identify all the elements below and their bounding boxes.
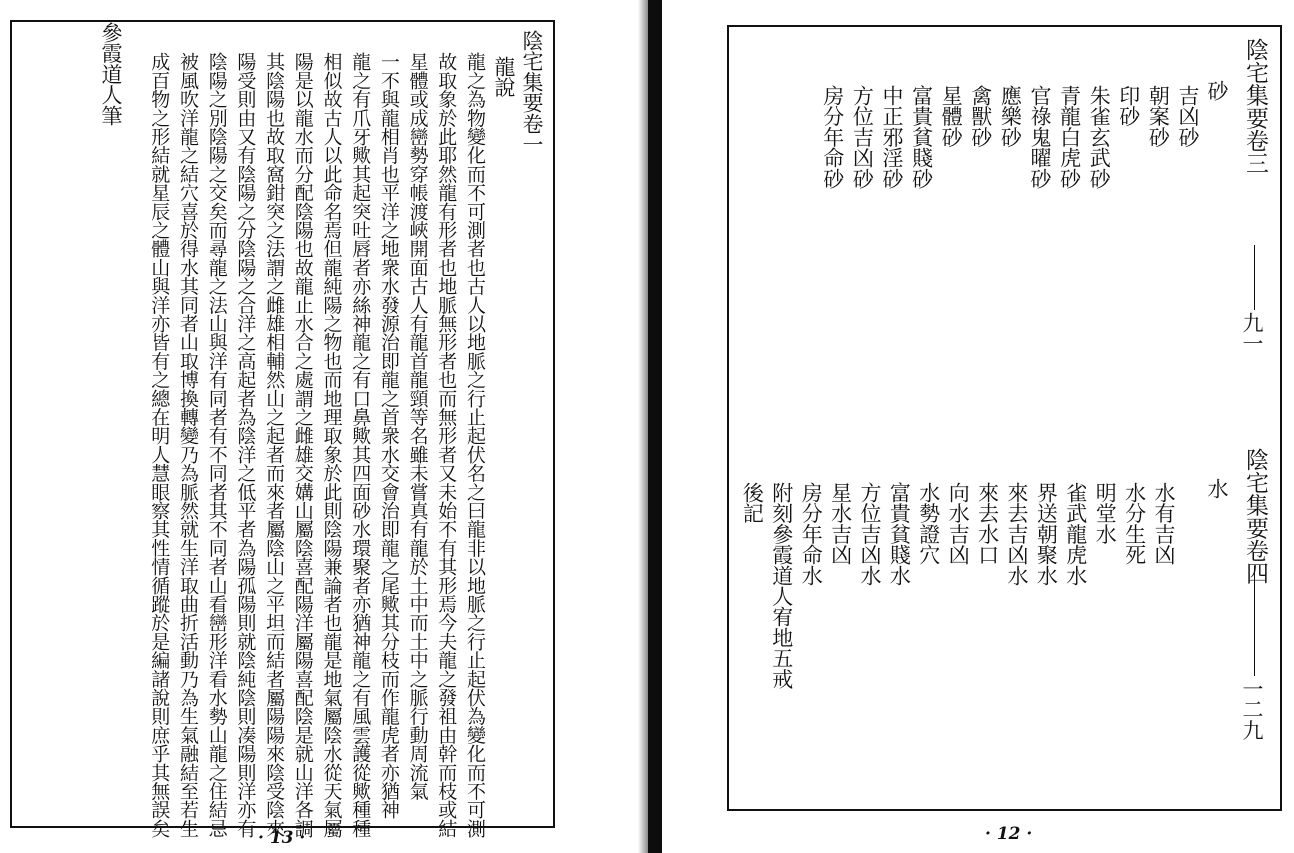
page-title: 陰宅集要卷一: [520, 30, 544, 155]
text-column: 陽受則由又有陰陽之分陰陽之合洋之高起者為陰洋之低平者為陽孤陽則就陰純陰則凑陽則洋亦有: [234, 52, 257, 838]
toc-item: 應樂砂: [998, 85, 1023, 148]
book-gutter-shadow: [638, 0, 648, 853]
toc-item: 界送朝聚水: [1034, 482, 1059, 586]
toc-item: 水有吉凶: [1152, 482, 1176, 565]
text-column: 被風吹洋龍之結穴喜於得水其同者山取博換轉變乃為脈然就生洋取曲折活動乃為生氣融結至若生: [177, 52, 199, 838]
book-spine: [648, 0, 662, 853]
section-title: 龍說: [492, 56, 516, 98]
toc-item: 青龍白虎砂: [1057, 85, 1082, 189]
toc-item: 後記: [740, 482, 765, 524]
text-column: 一不與龍相肖也平洋之地衆水發源治即龍之首衆水交會治即龍之尾歟其分枝而作龍虎者亦猶神: [377, 52, 400, 819]
toc-item: 富貴貧賤砂: [909, 85, 934, 189]
toc-item: 吉凶砂: [1176, 85, 1200, 148]
right-page-number: · 12 ·: [985, 824, 1033, 844]
toc-item: 雀武龍虎水: [1063, 482, 1088, 586]
toc-item: 朝案砂: [1146, 85, 1171, 148]
header-rule: [1254, 245, 1255, 310]
text-column: 陽是以龍水而分配陰陽也故龍止水合之處謂之雌雄交媾山屬陰喜配陽洋屬陽喜配陰是就山洋各調: [291, 52, 314, 838]
toc-header-volume3: 陰宅集要卷三: [1242, 38, 1268, 175]
toc-item: 水勢證穴: [916, 482, 941, 565]
toc-item: 來去水口: [975, 482, 1000, 565]
text-column: 故取象於此耶然龍有形者也地脈無形者也而無形者又未始不有其形焉今夫龍之發祖由幹而枝或結: [435, 52, 458, 838]
toc-header-volume4: 陰宅集要卷四: [1242, 448, 1268, 585]
left-page-number: · 13 ·: [258, 828, 306, 848]
toc-page-marker-volume3: 九一: [1240, 312, 1264, 354]
toc-item: 朱雀玄武砂: [1087, 85, 1112, 189]
toc-item: 官祿鬼曜砂: [1028, 85, 1052, 189]
header-rule: [1254, 566, 1255, 676]
text-column: 龍之為物變化而不可測者也古人以地脈之行止起伏名之曰龍非以地脈之行止起伏為變化而不可測: [464, 52, 486, 838]
toc-page-marker-volume4: 一二九: [1240, 678, 1264, 741]
toc-item: 附刻參霞道人宥地五戒: [769, 482, 794, 690]
text-column: 成百物之形結就星辰之體山與洋亦皆有之總在明人慧眼察其性情循蹤於是編諸說則庶乎其無誤矣: [148, 52, 171, 838]
toc-item: 方位吉凶砂: [850, 85, 875, 189]
toc-item: 星體砂: [939, 85, 964, 148]
toc-item: 富貴貧賤水: [887, 482, 912, 586]
toc-item: 中正邪淫砂: [880, 85, 904, 189]
toc-item: 房分年命砂: [820, 85, 845, 189]
toc-item: 禽獸砂: [968, 85, 993, 148]
toc-item: 來去吉凶水: [1005, 482, 1029, 586]
toc-category-water: 水: [1205, 478, 1229, 499]
text-column: 陰陽之別陰陽之交矣而尋龍之法山與洋有同者有不同者其不同者山看巒形洋看水勢山龍之住結忌: [205, 52, 228, 838]
text-column: 相似故古人以此命名焉但龍純陽之物也而地理取象於此則陰陽兼論者也龍是地氣屬陰水從天氣屬: [320, 52, 343, 838]
text-column: 龍之有爪牙歟其起突吐唇者亦絲神龍之有口鼻歟其四面砂水環聚者亦猶神龍之有風雲護從歟種種: [349, 52, 372, 838]
toc-item: 水分生死: [1122, 482, 1147, 565]
toc-item: 星水吉凶: [828, 482, 853, 565]
signature: 參霞道人筆: [99, 22, 123, 126]
toc-item: 明堂水: [1093, 482, 1118, 545]
toc-item: 向水吉凶: [946, 482, 971, 565]
toc-item: 房分年命水: [799, 482, 824, 586]
toc-item: 方位吉凶水: [858, 482, 882, 586]
toc-category-sand: 砂: [1205, 80, 1229, 101]
text-column: 星體或成巒勢穿帳渡峽開面古人有龍首龍頸等名雖未嘗真有龍於土中而土中之脈行動周流氣: [406, 52, 429, 801]
text-column: 其陰陽也故取窩鉗突之法謂之雌雄相輔然山之起者而來者屬陰山之平坦而結者屬陽陽來陰受陰來: [263, 52, 286, 838]
toc-item: 印砂: [1116, 85, 1141, 127]
